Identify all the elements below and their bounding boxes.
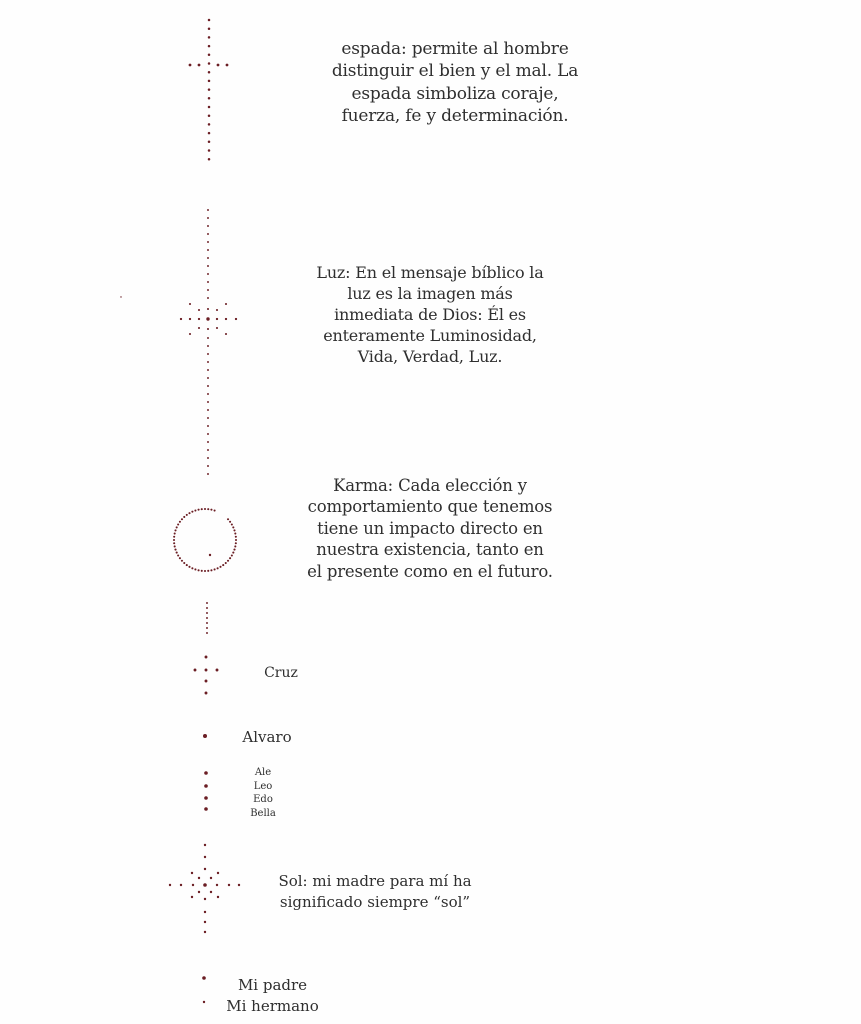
tattoo-dot — [204, 771, 208, 775]
tattoo-dot — [207, 409, 209, 411]
tattoo-dot — [207, 441, 209, 443]
tattoo-dot — [189, 318, 191, 320]
tattoo-dot — [208, 158, 211, 161]
tattoo-dot — [208, 114, 211, 117]
caption-line: Luz: En el mensaje bíblico la — [316, 263, 544, 282]
alvaro-caption — [232, 728, 302, 748]
tattoo-dot — [228, 884, 230, 886]
tattoo-dot — [207, 308, 209, 310]
karma-circle-symbol — [173, 508, 237, 634]
tattoo-dot — [189, 64, 192, 67]
tattoo-dot — [227, 560, 229, 562]
espada-caption — [330, 38, 580, 128]
siblings-caption — [240, 766, 286, 820]
tattoo-dot — [204, 868, 206, 870]
tattoo-dot — [217, 567, 219, 569]
tattoo-dot — [238, 884, 240, 886]
caption-line: tiene un impacto directo en — [317, 518, 543, 538]
caption-line: fuerza, fe y determinación. — [341, 106, 569, 127]
tattoo-dot — [207, 233, 209, 235]
karma-caption — [305, 475, 555, 582]
tattoo-dot — [216, 309, 218, 311]
tattoo-dot — [232, 552, 234, 554]
caption-line: Cruz — [264, 665, 298, 681]
tattoo-dot — [201, 570, 203, 572]
caption-line: Ale — [254, 767, 272, 778]
tattoo-dot — [173, 536, 175, 538]
tattoo-dot — [205, 656, 208, 659]
tattoo-dot — [203, 1001, 205, 1003]
tattoo-dot — [202, 976, 206, 980]
tattoo-dot — [232, 526, 234, 528]
tattoo-dot — [207, 225, 209, 227]
tattoo-dot — [207, 217, 209, 219]
tattoo-dot — [186, 514, 188, 516]
tattoo-dot — [188, 512, 190, 514]
tattoo-dot — [174, 545, 176, 547]
tattoo-dot — [177, 523, 179, 525]
tattoo-dot — [183, 516, 185, 518]
tattoo-dot — [191, 896, 193, 898]
single-dot-symbol — [203, 734, 207, 738]
caption-line: Vida, Verdad, Luz. — [357, 347, 503, 367]
tattoo-dot — [207, 417, 209, 419]
tattoo-dot — [203, 883, 207, 887]
tattoo-dot — [216, 669, 219, 672]
tattoo-dot — [207, 508, 209, 510]
caption-line: Karma: Cada elección y — [333, 476, 527, 495]
caption-line: Leo — [253, 780, 273, 792]
tattoo-dot — [225, 318, 227, 320]
tattoo-dot — [229, 557, 231, 559]
tattoo-dot — [210, 877, 212, 879]
caption-line: inmediata de Dios: Él es — [334, 305, 526, 325]
tattoo-dot — [214, 568, 216, 570]
tattoo-dot — [207, 393, 209, 395]
tattoo-dot — [207, 433, 209, 435]
caption-line: enteramente Luminosidad, — [323, 326, 537, 346]
tattoo-dot — [217, 872, 219, 874]
tattoo-dot — [177, 554, 179, 556]
tattoo-dot — [186, 564, 188, 566]
caption-line: Alvaro — [242, 728, 292, 746]
tattoo-dot — [208, 123, 211, 126]
caption-line: Bella — [250, 807, 276, 819]
tattoo-dot — [207, 328, 209, 330]
tattoo-dot — [205, 669, 208, 672]
tattoo-dot — [217, 896, 219, 898]
tattoo-dot — [208, 97, 211, 100]
tattoo-dot — [198, 509, 200, 511]
tattoo-dot — [194, 669, 197, 672]
tattoo-dot — [235, 542, 237, 544]
tattoo-dot — [229, 521, 231, 523]
tattoo-dot — [207, 369, 209, 371]
caption-line: espada simboliza coraje, — [351, 83, 559, 104]
tattoo-dot — [207, 297, 209, 299]
tattoo-dot — [206, 632, 208, 634]
tattoo-dot — [207, 570, 209, 572]
tattoo-dot — [169, 884, 171, 886]
tattoo-dot — [183, 562, 185, 564]
tattoo-dot — [204, 807, 208, 811]
tattoo-dot — [208, 27, 211, 30]
tattoo-dot — [235, 318, 237, 320]
tattoo-dot — [189, 303, 191, 305]
tattoo-dot — [208, 71, 211, 74]
tattoo-dot — [233, 529, 235, 531]
tattoo-dot — [216, 327, 218, 329]
tattoo-dot — [207, 241, 209, 243]
tattoo-dot — [120, 296, 121, 297]
tattoo-dot — [214, 509, 216, 511]
tattoo-dot — [204, 911, 206, 913]
tattoo-dot — [207, 273, 209, 275]
tattoo-dot — [216, 318, 218, 320]
tattoo-dot — [198, 309, 200, 311]
tattoo-dot — [227, 518, 229, 520]
tattoo-dot — [204, 921, 206, 923]
two-dots-symbol — [202, 976, 206, 1003]
tattoo-dot — [206, 612, 208, 614]
caption-line: nuestra existencia, tanto en — [316, 540, 544, 560]
tattoo-dot — [207, 289, 209, 291]
tattoo-dot — [208, 80, 211, 83]
tattoo-dot — [208, 36, 211, 39]
cross-symbol — [194, 656, 219, 695]
tattoo-dot — [206, 602, 208, 604]
tattoo-dot — [210, 569, 212, 571]
tattoo-dot — [217, 64, 220, 67]
tattoo-dot — [207, 385, 209, 387]
tattoo-dot — [188, 566, 190, 568]
tattoo-dot — [235, 536, 237, 538]
four-dots-symbol — [204, 771, 208, 811]
caption-line: espada: permite al hombre — [341, 39, 569, 59]
tattoo-dot — [176, 552, 178, 554]
tattoo-dot — [181, 560, 183, 562]
tattoo-dot — [205, 680, 208, 683]
tattoo-dot — [204, 856, 206, 858]
tattoo-dot — [207, 457, 209, 459]
tattoo-dot — [204, 796, 208, 800]
tattoo-dot — [198, 569, 200, 571]
tattoo-dot — [204, 844, 206, 846]
tattoo-dot — [207, 265, 209, 267]
tattoo-dot — [174, 549, 176, 551]
tattoo-dot — [204, 931, 206, 933]
sol-caption — [270, 871, 480, 913]
tattoo-dot — [207, 345, 209, 347]
tattoo-dot — [210, 891, 212, 893]
tattoo-dot — [205, 692, 208, 695]
caption-line: distinguir el bien y el mal. La — [331, 61, 579, 82]
tattoo-dot — [207, 209, 209, 211]
tattoo-dot — [206, 622, 208, 624]
tattoo-dot — [179, 521, 181, 523]
tattoo-dot — [231, 523, 233, 525]
tattoo-dot — [173, 539, 175, 541]
tattoo-dot — [203, 734, 207, 738]
caption-line: Mi hermano — [226, 996, 319, 1015]
tattoo-dot — [209, 554, 211, 556]
tattoo-dot — [180, 884, 182, 886]
tattoo-dot — [206, 627, 208, 629]
caption-line: comportamiento que tenemos — [307, 497, 553, 517]
tattoo-dot — [206, 617, 208, 619]
tattoo-dot — [194, 568, 196, 570]
tattoo-dot — [208, 132, 211, 135]
sword-symbol — [189, 19, 229, 161]
tattoo-dot — [191, 567, 193, 569]
tattoo-dot — [173, 542, 175, 544]
cruz-caption — [250, 664, 312, 682]
tattoo-dot — [208, 88, 211, 91]
tattoo-dot — [198, 327, 200, 329]
caption-line: significado siempre “sol” — [279, 893, 471, 911]
tattoo-dot — [216, 884, 218, 886]
tattoo-dot — [181, 518, 183, 520]
caption-line: luz es la imagen más — [347, 284, 513, 304]
tattoo-dot — [180, 318, 182, 320]
tattoo-dot — [201, 508, 203, 510]
tattoo-dot — [207, 449, 209, 451]
tattoo-dot — [225, 303, 227, 305]
tattoo-dot — [194, 509, 196, 511]
tattoo-dot — [222, 564, 224, 566]
tattoo-dot — [204, 570, 206, 572]
tattoo-dot — [207, 425, 209, 427]
tattoo-dot — [234, 533, 236, 535]
tattoo-dot — [204, 508, 206, 510]
tattoo-dot — [207, 337, 209, 339]
tattoo-dot — [192, 884, 194, 886]
tattoo-dot — [206, 607, 208, 609]
tattoo-dot — [235, 539, 237, 541]
tattoo-dot — [206, 317, 209, 320]
tattoo-dot — [225, 333, 227, 335]
tattoo-dot — [225, 562, 227, 564]
tattoo-dot — [198, 64, 201, 67]
tattoo-dot — [198, 891, 200, 893]
tattoo-dot — [191, 872, 193, 874]
tattoo-dot — [231, 554, 233, 556]
tattoo-dot — [207, 353, 209, 355]
tattoo-dot — [207, 361, 209, 363]
tattoo-dot — [174, 533, 176, 535]
caption-line: Edo — [253, 794, 273, 805]
caption-line: el presente como en el futuro. — [307, 561, 553, 581]
sun-symbol — [169, 844, 240, 933]
tattoo-dot — [208, 106, 211, 109]
tattoo-dot — [207, 401, 209, 403]
tattoo-dot — [207, 281, 209, 283]
tattoo-dot — [208, 19, 211, 22]
tattoo-dot — [204, 898, 206, 900]
family-caption — [225, 975, 320, 1016]
tattoo-dot — [208, 62, 211, 65]
tattoo-dot — [226, 64, 229, 67]
tattoo-dot — [207, 249, 209, 251]
tattoo-dot — [204, 784, 208, 788]
tattoo-dot — [208, 149, 211, 152]
tattoo-dot — [208, 45, 211, 48]
tattoo-dot — [208, 141, 211, 144]
tattoo-dot — [176, 526, 178, 528]
tattoo-dot — [207, 257, 209, 259]
tattoo-dot — [189, 333, 191, 335]
tattoo-dot — [233, 549, 235, 551]
tattoo-dot — [174, 529, 176, 531]
tattoo-dot — [207, 473, 209, 475]
luz-caption — [310, 262, 550, 368]
caption-line: Mi padre — [237, 976, 308, 994]
caption-line: Sol: mi madre para mí ha — [278, 872, 472, 890]
tattoo-dot — [191, 511, 193, 513]
tattoo-dot — [198, 318, 200, 320]
tattoo-dot — [198, 877, 200, 879]
tattoo-dot — [207, 377, 209, 379]
tattoo-dot — [179, 557, 181, 559]
tattoo-dot — [208, 54, 211, 57]
tattoo-dot — [210, 509, 212, 511]
light-symbol — [120, 209, 237, 475]
tattoo-dot — [207, 465, 209, 467]
tattoo-dot — [219, 566, 221, 568]
tattoo-dot — [234, 545, 236, 547]
